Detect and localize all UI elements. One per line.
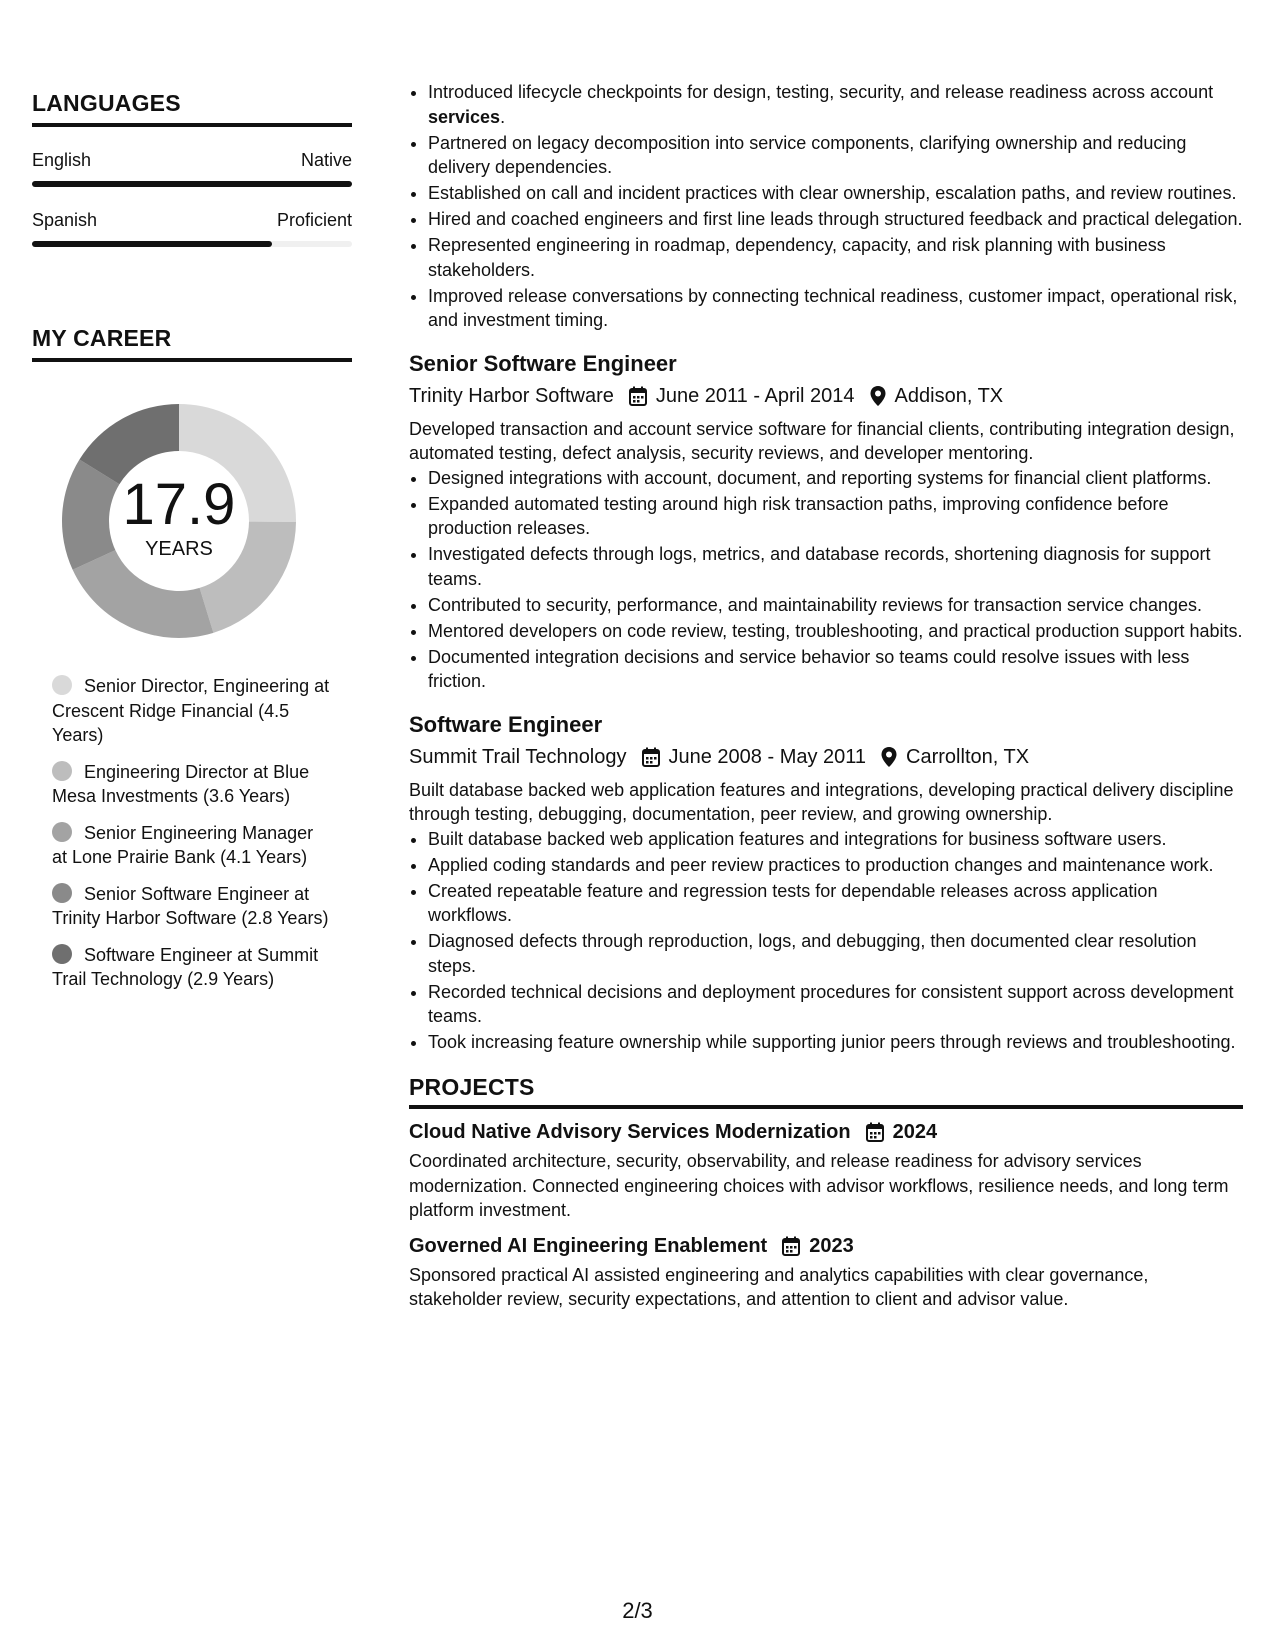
bullet-text: Partnered on legacy decomposition into service components, clarifying ownership and reducing delivery dependencies. bbox=[428, 132, 1187, 177]
languages-title: LANGUAGES bbox=[32, 90, 352, 127]
legend-swatch bbox=[52, 944, 72, 964]
language-level: Native bbox=[300, 150, 352, 170]
language-name: English bbox=[32, 150, 92, 170]
language-row bbox=[32, 149, 352, 171]
career-legend bbox=[52, 674, 332, 992]
legend-swatch bbox=[52, 883, 72, 903]
project-header bbox=[409, 1231, 1243, 1261]
experience-list bbox=[409, 349, 1243, 1055]
project-year: 2023 bbox=[809, 1234, 854, 1257]
projects-title: PROJECTS bbox=[409, 1075, 1243, 1110]
legend-label: Senior Software Engineer at Trinity Harbor Software (2.8 Years) bbox=[52, 883, 329, 928]
language-row bbox=[32, 209, 352, 231]
job-dates: June 2011 - April 2014 bbox=[655, 384, 855, 407]
bullet-text-end: . bbox=[500, 106, 506, 127]
project-name: Governed AI Engineering Enablement bbox=[409, 1234, 768, 1257]
map-pin-icon bbox=[880, 746, 898, 768]
bullet-item bbox=[428, 80, 1243, 129]
career-total-value: 17.9 bbox=[122, 471, 236, 537]
project-entry bbox=[409, 1117, 1243, 1223]
legend-label: Software Engineer at Summit Trail Technology (2.9 Years) bbox=[52, 944, 319, 989]
legend-item bbox=[52, 943, 332, 992]
job-location: Carrollton, TX bbox=[906, 745, 1030, 768]
calendar-icon bbox=[628, 385, 648, 407]
projects-list bbox=[409, 1117, 1243, 1312]
job-bullets bbox=[409, 466, 1243, 694]
legend-item bbox=[52, 760, 332, 809]
bullet-item: • Contributed to security, performance, and maintainability reviews for transaction service changes. bbox=[428, 593, 1243, 618]
bullet-text: Improved release conversations by connecting technical readiness, customer impact, operational risk, and investment timing. bbox=[428, 285, 1238, 330]
legend-label: Senior Director, Engineering at Crescent Ridge Financial (4.5 Years) bbox=[52, 676, 330, 745]
legend-swatch bbox=[52, 761, 72, 781]
project-year: 2024 bbox=[892, 1121, 938, 1143]
legend-item bbox=[52, 882, 332, 931]
language-level-bar bbox=[32, 241, 352, 247]
bullet-item bbox=[428, 233, 1243, 282]
bullet-item: • Mentored developers on code review, testing, troubleshooting, and practical production support habits. bbox=[428, 619, 1243, 644]
career-total-unit: YEARS bbox=[145, 537, 213, 560]
career-title: MY CAREER bbox=[32, 325, 352, 362]
bullet-item: • Diagnosed defects through reproduction, logs, and debugging, then documented clear resolution steps. bbox=[428, 929, 1243, 978]
main-column bbox=[409, 80, 1243, 1312]
language-level: Proficient bbox=[276, 210, 352, 230]
bullet-bold-text: services bbox=[428, 106, 501, 127]
bullet-text: Established on call and incident practices with clear ownership, escalation paths, and review routines. bbox=[428, 183, 1237, 203]
bullet-item: • Expanded automated testing around high risk transaction paths, improving confidence before production releases. bbox=[428, 492, 1243, 541]
bullet-item: • Created repeatable feature and regression tests for dependable releases across application workflows. bbox=[428, 879, 1243, 928]
bullet-item: • Documented integration decisions and service behavior so teams could resolve issues with less friction. bbox=[428, 645, 1243, 694]
previous-role-bullets bbox=[409, 80, 1243, 333]
bullet-item bbox=[428, 181, 1243, 206]
career-donut-chart bbox=[54, 396, 304, 646]
language-name: Spanish bbox=[32, 210, 98, 230]
bullet-item: • Investigated defects through logs, metrics, and database records, shortening diagnosis for support teams. bbox=[428, 542, 1243, 591]
bullet-item bbox=[428, 207, 1243, 232]
project-name: Cloud Native Advisory Services Modernization bbox=[409, 1121, 851, 1143]
bullet-text: Introduced lifecycle checkpoints for design, testing, security, and release readiness across account bbox=[428, 82, 1214, 102]
legend-item bbox=[52, 821, 332, 870]
job-description: Built database backed web application features and integrations, developing practical delivery discipline through testing, debugging, documentation, peer review, and growing ownership. bbox=[409, 779, 1234, 824]
calendar-icon bbox=[781, 1235, 801, 1257]
language-level-fill bbox=[32, 241, 272, 247]
bullet-item: • Took increasing feature ownership while supporting junior peers through reviews and troubleshooting. bbox=[428, 1030, 1243, 1055]
donut-center bbox=[54, 396, 304, 646]
job-company: Trinity Harbor Software bbox=[409, 384, 614, 407]
job-location: Addison, TX bbox=[894, 384, 1004, 407]
job-title: Senior Software Engineer bbox=[409, 350, 677, 376]
bullet-text: Hired and coached engineers and first line leads through structured feedback and practical delegation. bbox=[428, 209, 1243, 229]
calendar-icon bbox=[641, 746, 661, 768]
languages-list bbox=[32, 149, 352, 247]
language-level-fill bbox=[32, 181, 352, 187]
calendar-icon bbox=[865, 1121, 885, 1143]
legend-label: Engineering Director at Blue Mesa Investments (3.6 Years) bbox=[52, 761, 310, 806]
project-description: Coordinated architecture, security, observability, and release readiness for advisory services modernization. Connected engineering choices with advisor workflows, resilience needs, and long term platform investment. bbox=[409, 1151, 1229, 1220]
legend-swatch bbox=[52, 822, 72, 842]
project-entry bbox=[409, 1231, 1243, 1312]
project-description: Sponsored practical AI assisted engineering and analytics capabilities with clear governance, stakeholder review, security expectations, and attention to client and advisor value. bbox=[409, 1264, 1149, 1309]
bullet-item: • Recorded technical decisions and deployment procedures for consistent support across development teams. bbox=[428, 980, 1243, 1029]
legend-swatch bbox=[52, 675, 72, 695]
bullet-item: • Built database backed web application features and integrations for business software users. bbox=[428, 827, 1243, 852]
job-title: Software Engineer bbox=[409, 711, 603, 737]
bullet-text: Represented engineering in roadmap, dependency, capacity, and risk planning with business stakeholders. bbox=[428, 235, 1166, 280]
bullet-item bbox=[428, 284, 1243, 333]
job-meta bbox=[409, 742, 1243, 772]
page-number: 2/3 bbox=[622, 1598, 653, 1623]
bullet-item: • Applied coding standards and peer review practices to production changes and maintenance work. bbox=[428, 853, 1243, 878]
job-entry bbox=[409, 349, 1243, 694]
legend-label: Senior Engineering Manager at Lone Prairie Bank (4.1 Years) bbox=[52, 822, 314, 867]
job-meta bbox=[409, 381, 1243, 411]
sidebar bbox=[32, 90, 352, 1004]
job-entry bbox=[409, 710, 1243, 1055]
map-pin-icon bbox=[869, 385, 887, 407]
bullet-item: • Designed integrations with account, document, and reporting systems for financial client platforms. bbox=[428, 466, 1243, 491]
job-company: Summit Trail Technology bbox=[409, 745, 627, 768]
language-level-bar bbox=[32, 181, 352, 187]
legend-item bbox=[52, 674, 332, 748]
bullet-item bbox=[428, 131, 1243, 180]
job-dates: June 2008 - May 2011 bbox=[668, 745, 867, 768]
project-header bbox=[409, 1117, 1243, 1147]
job-description: Developed transaction and account service software for financial clients, contributing integration design, automated testing, defect analysis, security reviews, and developer mentoring. bbox=[409, 418, 1235, 463]
job-bullets bbox=[409, 827, 1243, 1055]
